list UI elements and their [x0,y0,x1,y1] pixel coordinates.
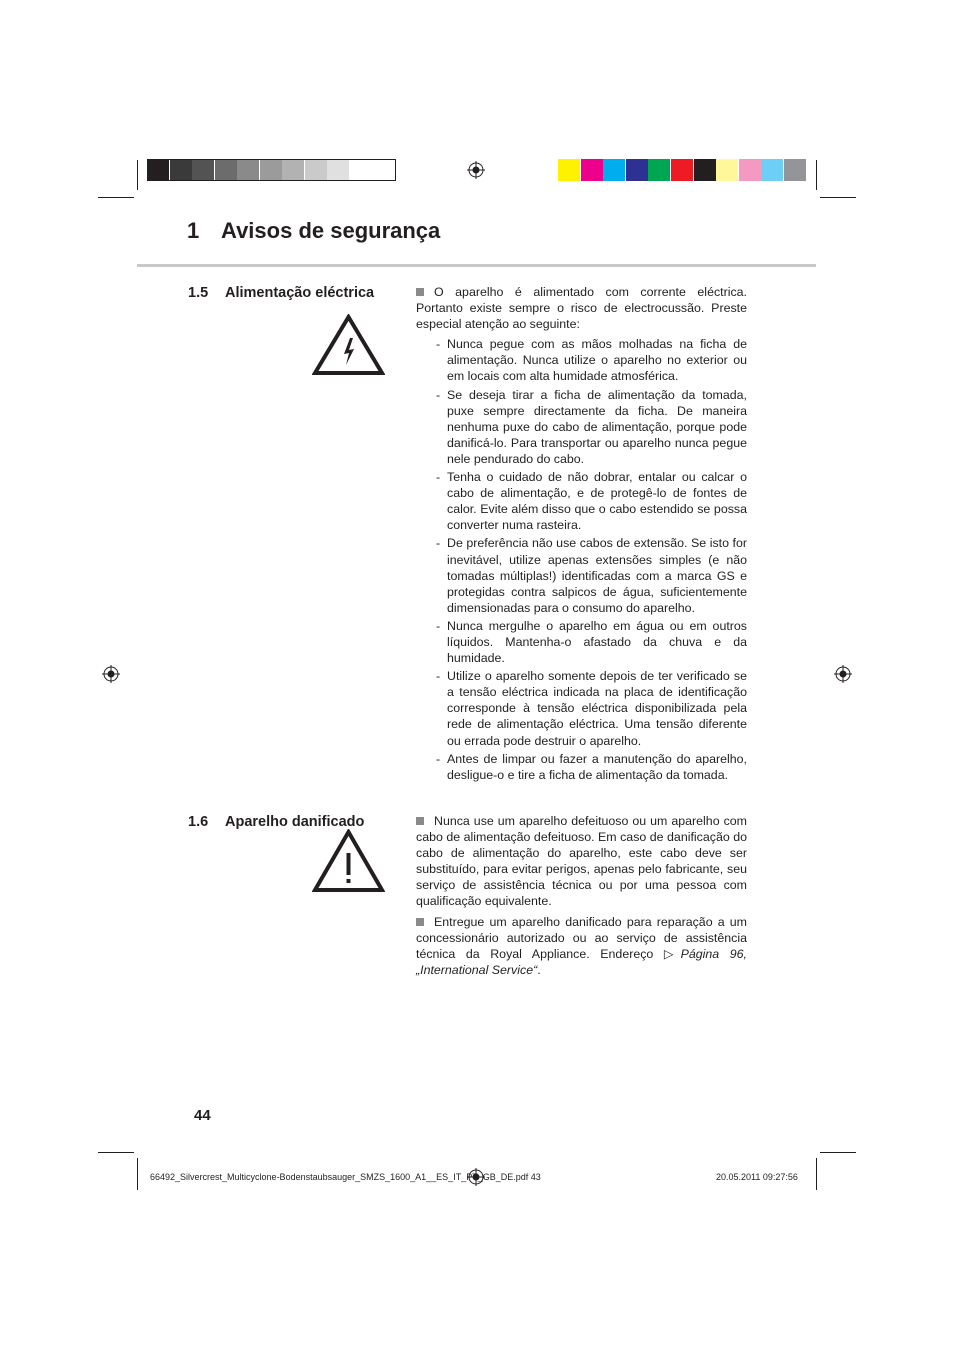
list-item [416,751,747,783]
chapter-heading [187,218,440,244]
crop-mark [137,160,138,190]
section-number: 1.5 [188,285,209,301]
square-bullet-icon [416,817,424,825]
gray-swatch [170,159,192,181]
paragraph [416,914,747,978]
page-number: 44 [194,1107,211,1124]
paragraph-text: Nunca use um aparelho defeituoso ou um aparelho com cabo de alimentação defeituoso. Em caso de danificação do cabo de alimentação do aparelho, este cabo deve ser substituído, para evitar perigos, apenas pelo fabricante, seu serviço de assistência técnica ou por uma pessoa com qualificação equivalente. [416,814,747,909]
gray-swatch [282,159,304,181]
color-swatch [626,159,648,181]
list-item-text: Tenha o cuidado de não dobrar, entalar ou calcar o cabo de alimentação, e de protegê-lo de fontes de calor. Evite além disso que o cabo estendido se possa converter numa rasteira. [447,470,747,533]
color-swatch [694,159,716,181]
section-title: Aparelho danificado [225,814,365,830]
color-swatch [671,159,693,181]
heading-rule [137,264,816,267]
registration-mark-icon [467,161,485,179]
square-bullet-icon [416,288,424,296]
list-dash: - [436,669,441,684]
gray-swatch [237,159,259,181]
electric-hazard-icon [312,314,385,376]
list-item [416,535,747,615]
intro-text: O aparelho é alimentado com corrente eléctrica. Portanto existe sempre o risco de electrocussão. Preste especial atenção ao seguinte: [416,285,747,332]
color-swatch [558,159,580,181]
reference-arrow-icon: ▷ [663,946,681,961]
crop-mark [816,1158,817,1190]
gray-swatch [350,159,372,181]
section-number: 1.6 [188,814,209,830]
warning-exclamation-icon [312,829,385,893]
intro-paragraph [416,284,747,332]
list-dash: - [436,470,441,485]
color-swatch [739,159,761,181]
gray-swatch [305,159,327,181]
crop-mark [820,1152,856,1153]
crop-mark [98,197,134,198]
color-swatch [581,159,603,181]
section-heading-1-5 [188,285,374,301]
section-title: Alimentação eléctrica [225,285,375,301]
list-item [416,336,747,384]
section-heading-1-6 [188,814,364,830]
color-swatch [648,159,670,181]
color-swatch [716,159,738,181]
list-item [416,387,747,467]
color-swatch [784,159,806,181]
registration-mark-icon [834,665,852,683]
footer-filename: 66492_Silvercrest_Multicyclone-Bodenstaubsauger_SMZS_1600_A1__ES_IT_PT_GB_DE.pdf 43 [150,1172,541,1182]
registration-mark-icon [102,665,120,683]
list-item-text: Nunca pegue com as mãos molhadas na ficha de alimentação. Nunca utilize o aparelho no exterior ou em locais com alta humidade atmosférica. [447,337,747,384]
list-item-text: Nunca mergulhe o aparelho em água ou em outros líquidos. Mantenha-o afastado da chuva e da humidade. [447,618,747,666]
crop-mark [820,197,856,198]
crop-mark [98,1152,134,1153]
gray-swatch [192,159,214,181]
hazard-list [416,336,747,783]
list-dash: - [436,536,441,551]
gray-swatch [147,159,169,181]
gray-swatch [327,159,349,181]
list-item-text: Antes de limpar ou fazer a manutenção do aparelho, desligue-o e tire a ficha de alimentação da tomada. [447,751,747,782]
list-item [416,668,747,748]
list-dash: - [436,618,441,633]
paragraph [416,813,747,910]
chapter-title: Avisos de segurança [221,218,441,243]
gray-swatch [260,159,282,181]
list-dash: - [436,387,441,402]
crop-mark [137,1158,138,1190]
list-dash: - [436,337,441,352]
gray-swatch [215,159,237,181]
crop-mark [816,160,817,190]
paragraph-end: . [537,962,541,977]
chapter-number: 1 [187,218,200,243]
list-item-text: De preferência não use cabos de extensão. Se isto for inevitável, utilize apenas extensões simples (e não tomadas múltiplas!) identificadas com a marca GS e protegidas contra salpicos de água, suficientemente dimensionadas para o consumo do aparelho. [447,536,747,615]
list-item-text: Se deseja tirar a ficha de alimentação da tomada, puxe sempre directamente da ficha. De maneira nenhuma puxe do cabo de alimentação, porque pode danificá-lo. Para transportar ou aparelho nunca pegue nele pendurado do cabo. [447,387,747,466]
color-swatch [761,159,783,181]
section-1-5-body [416,284,747,785]
square-bullet-icon [416,918,424,926]
section-1-6-body [416,813,747,982]
list-dash: - [436,751,441,766]
cross-reference-link[interactable]: Página 96, „International Service“ [416,946,747,977]
paragraph-text: Entregue um aparelho danificado para reparação a um concessionário autorizado ou ao serviço de assistência técnica da Royal Appliance. Endereço [416,914,747,961]
list-item [416,618,747,666]
color-swatch [603,159,625,181]
footer-timestamp: 20.05.2011 09:27:56 [716,1172,798,1182]
list-item-text: Utilize o aparelho somente depois de ter verificado se a tensão eléctrica indicada na placa de identificação corresponde à tensão eléctrica disponibilizada pela rede de alimentação eléctrica. Uma tensão diferente ou errada pode destruir o aparelho. [447,669,747,748]
list-item [416,469,747,533]
